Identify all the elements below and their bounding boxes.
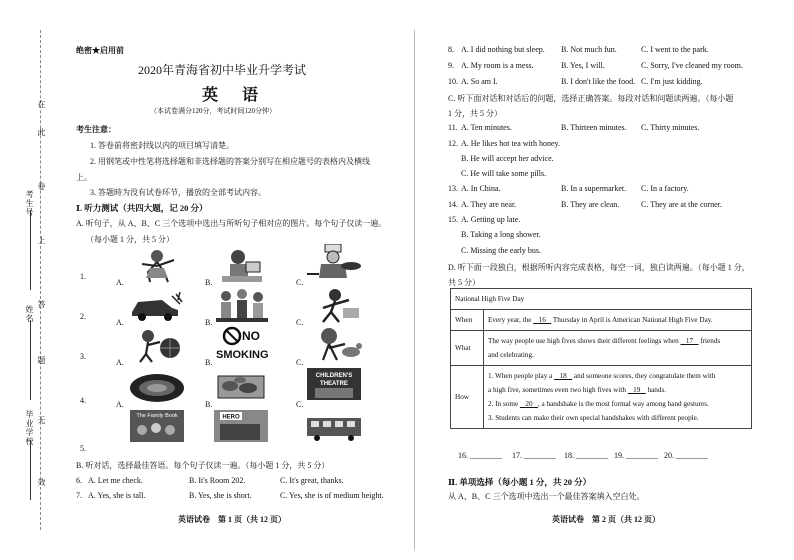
option-12b[interactable]: B. He will accept her advice. [461,154,554,163]
option-letter: B. [205,278,213,287]
option-13c[interactable]: C. In a factory. [641,184,689,193]
part-d-instruction: D. 听下面一段独白，根据所听内容完成表格，每空一词，独白读两遍。（每小题 1 分， [448,263,750,272]
blank-18[interactable]: 18 [559,372,567,380]
high-five-table [450,288,752,429]
blank-17[interactable]: 17 [685,337,694,345]
question-12-number: 12. [448,139,458,148]
family-book-text: The Family Book [136,413,178,419]
option-15b[interactable]: B. Taking a long shower. [461,230,541,239]
how-text: hands. [647,386,667,394]
part-a-scoring: （每小题 1 分，共 5 分） [86,235,174,244]
when-text: Every year, the [488,316,532,324]
option-9c[interactable]: C. Sorry, I've cleaned my room. [641,61,743,70]
option-12c[interactable]: C. He will take some pills. [461,169,547,178]
exam-title: 2020年青海省初中毕业升学考试 [138,63,307,77]
boy-running-picture [305,288,363,324]
answer-blank-18[interactable]: 18. ________ [564,451,608,460]
question-number: 4. [80,396,86,405]
notes-title: 考生注意： [76,125,116,134]
option-letter: C. [296,400,304,409]
table-how-content [484,366,752,429]
option-9b[interactable]: B. Yes, I will. [561,61,605,70]
answer-blank-20[interactable]: 20. ________ [664,451,708,460]
option-6c[interactable]: C. It's great, thanks. [280,476,344,485]
car-crash-picture [128,288,186,324]
blank-20[interactable]: 20 [525,400,533,408]
section-2-title: Ⅱ. 单项选择（每小题 1 分，共 20 分） [448,477,592,487]
how-text: 2. In some [488,400,519,408]
question-7-number: 7. [76,491,82,500]
note-item: 2. 用钢笔或中性笔将选择题和非选择题的答案分别写在相应题号的表格内及横线 [90,157,370,166]
blank-19[interactable]: 19 [633,386,641,394]
seal-char: 答 [37,300,46,309]
question-number: 2. [80,312,86,321]
chef-cooking-picture [305,244,363,280]
how-text: and someone scores, they congratulate them with [573,372,716,380]
note-item: 1. 答卷前将密封线以内的项目填写清楚。 [90,141,234,150]
option-7a[interactable]: A. Yes, she is tall. [88,491,146,500]
page-divider [414,30,415,550]
how-text: 1. When people play a [488,372,553,380]
part-b-instruction: B. 听对话，选择最佳答语。每个句子仅读一遍。（每小题 1 分，共 5 分） [76,461,330,470]
table-when-content [484,310,752,331]
table-what-content [484,331,752,366]
left-page-footer: 英语试卷 第 1 页（共 12 页） [178,515,286,524]
exam-info: （本试卷满分120分，考试时间120分钟） [150,107,276,115]
option-letter: C. [296,278,304,287]
option-6a[interactable]: A. Let me check. [88,476,143,485]
theatre-text-1: CHILDREN'S [315,373,353,379]
part-a-instruction: A. 听句子，从 A、B、C 三个选项中选出与所听句子相对应的图片。每个句子仅读一遍。 [76,219,387,228]
question-15-number: 15. [448,215,458,224]
question-9-number: 9. [448,61,454,70]
option-letter: B. [205,318,213,327]
seal-char: 题 [37,356,46,365]
what-text-3: and celebrating. [488,351,534,359]
how-text: , a handshake is the most formal way among hand gestures. [537,400,709,408]
seal-char: 此 [37,128,46,137]
table-what-label: What [451,331,484,366]
option-letter: A. [116,358,124,367]
seal-char: 在 [37,100,46,109]
seal-char: 卷 [37,182,46,191]
option-8a[interactable]: A. I did nothing but sleep. [461,45,545,54]
seal-char: 上 [37,236,46,245]
boy-reading-picture [212,248,270,284]
family-book-picture [128,408,186,444]
what-text: The way people use high fives shows their different feelings when [488,337,679,345]
train-picture [305,408,363,444]
answer-blank-19[interactable]: 19. ________ [614,451,658,460]
girl-dancing-picture [128,248,186,284]
option-7c[interactable]: C. Yes, she is of medium height. [280,491,384,500]
boy-basketball-picture [128,328,186,364]
what-text-2: friends [700,337,721,345]
option-15a[interactable]: A. Getting up late. [461,215,521,224]
how-text: a high five, sometimes even two high fives with [488,386,626,394]
girl-with-dog-picture [305,326,363,362]
question-14-number: 14. [448,200,458,209]
option-8b[interactable]: B. Not much fun. [561,45,617,54]
stadium-picture [128,368,186,404]
school-label: 毕业学校 [25,410,34,446]
option-10b[interactable]: B. I don't like the food. [561,77,636,86]
school-field[interactable] [30,440,31,500]
option-13a[interactable]: A. In China. [461,184,501,193]
note-item: 3. 答题時为没有试卷环节，播放的全部考试内容。 [90,188,266,197]
option-letter: B. [205,358,213,367]
question-8-number: 8. [448,45,454,54]
answer-blank-16[interactable]: 16. ________ [458,451,502,460]
no-smoking-sign-picture [212,326,270,362]
option-10a[interactable]: A. So am I. [461,77,498,86]
option-letter: B. [205,400,213,409]
option-letter: C. [296,358,304,367]
question-number: 1. [80,272,86,281]
when-text-2: Thursday in April is American National High Five Day. [552,316,713,324]
option-12a[interactable]: A. He likes hot tea with honey. [461,139,561,148]
no-smoking-text-1: NO [242,329,260,343]
how-text: 3. Students can make their own special handshakes with different people. [488,414,699,422]
question-13-number: 13. [448,184,458,193]
seal-char: 效 [37,478,46,487]
section-title: Ⅰ. 听力测试（共四大题，记 20 分） [76,203,208,213]
option-11b[interactable]: B. Thirteen minutes. [561,123,627,132]
option-9a[interactable]: A. My room is a mess. [461,61,534,70]
seal-char: 无 [37,416,46,425]
option-11a[interactable]: A. Ten minutes. [461,123,512,132]
name-label: 姓名 [25,305,34,323]
option-14a[interactable]: A. They are near. [461,200,517,209]
option-8c[interactable]: C. I went to the park. [641,45,709,54]
spring-rolls-picture [212,368,270,404]
kids-playing-picture [212,288,270,324]
option-11c[interactable]: C. Thirty minutes. [641,123,700,132]
question-6-number: 6. [76,476,82,485]
question-10-number: 10. [448,77,458,86]
no-smoking-text-2: SMOKING [216,349,269,361]
question-11-number: 11. [448,123,458,132]
part-c-scoring: 1 分，共 5 分） [448,109,502,118]
subject-title: 英 语 [202,87,263,104]
part-c-instruction: C. 听下面对话和对话后的问题，选择正确答案。每段对话和问题读两遍。（每小题 [448,94,734,103]
option-7b[interactable]: B. Yes, she is short. [189,491,252,500]
option-13b[interactable]: B. In a supermarket. [561,184,627,193]
option-letter: C. [296,318,304,327]
option-letter: A. [116,400,124,409]
option-10c[interactable]: C. I'm just kidding. [641,77,703,86]
table-how-label: How [451,366,484,429]
secret-label: 绝密★启用前 [76,46,124,55]
question-number: 3. [80,352,86,361]
hero-sign-text: HERO [222,414,240,421]
option-15c[interactable]: C. Missing the early bus. [461,246,541,255]
answer-blank-17[interactable]: 17. ________ [512,451,556,460]
option-6b[interactable]: B. It's Room 202. [189,476,246,485]
hero-poster-picture [212,408,270,444]
right-page-footer: 英语试卷 第 2 页（共 12 页） [552,515,660,524]
name-field[interactable] [30,320,31,400]
part-d-scoring: 共 5 分） [448,278,480,287]
option-14c[interactable]: C. They are at the corner. [641,200,722,209]
option-letter: A. [116,278,124,287]
section-2-instruction: 从 A、B、C 三个选项中选出一个最佳答案填入空白处。 [448,492,645,501]
option-14b[interactable]: B. They are clean. [561,200,620,209]
note-item: 上。 [76,173,92,182]
candidate-number-label: 考生号 [25,190,34,217]
theatre-text-2: THEATRE [320,381,348,387]
option-letter: A. [116,318,124,327]
candidate-number-field[interactable] [30,210,31,290]
blank-16[interactable]: 16 [538,316,546,324]
childrens-theatre-picture [305,366,363,402]
question-number: 5. [80,444,86,453]
table-when-label: When [451,310,484,331]
table-title: National High Five Day [451,289,752,310]
